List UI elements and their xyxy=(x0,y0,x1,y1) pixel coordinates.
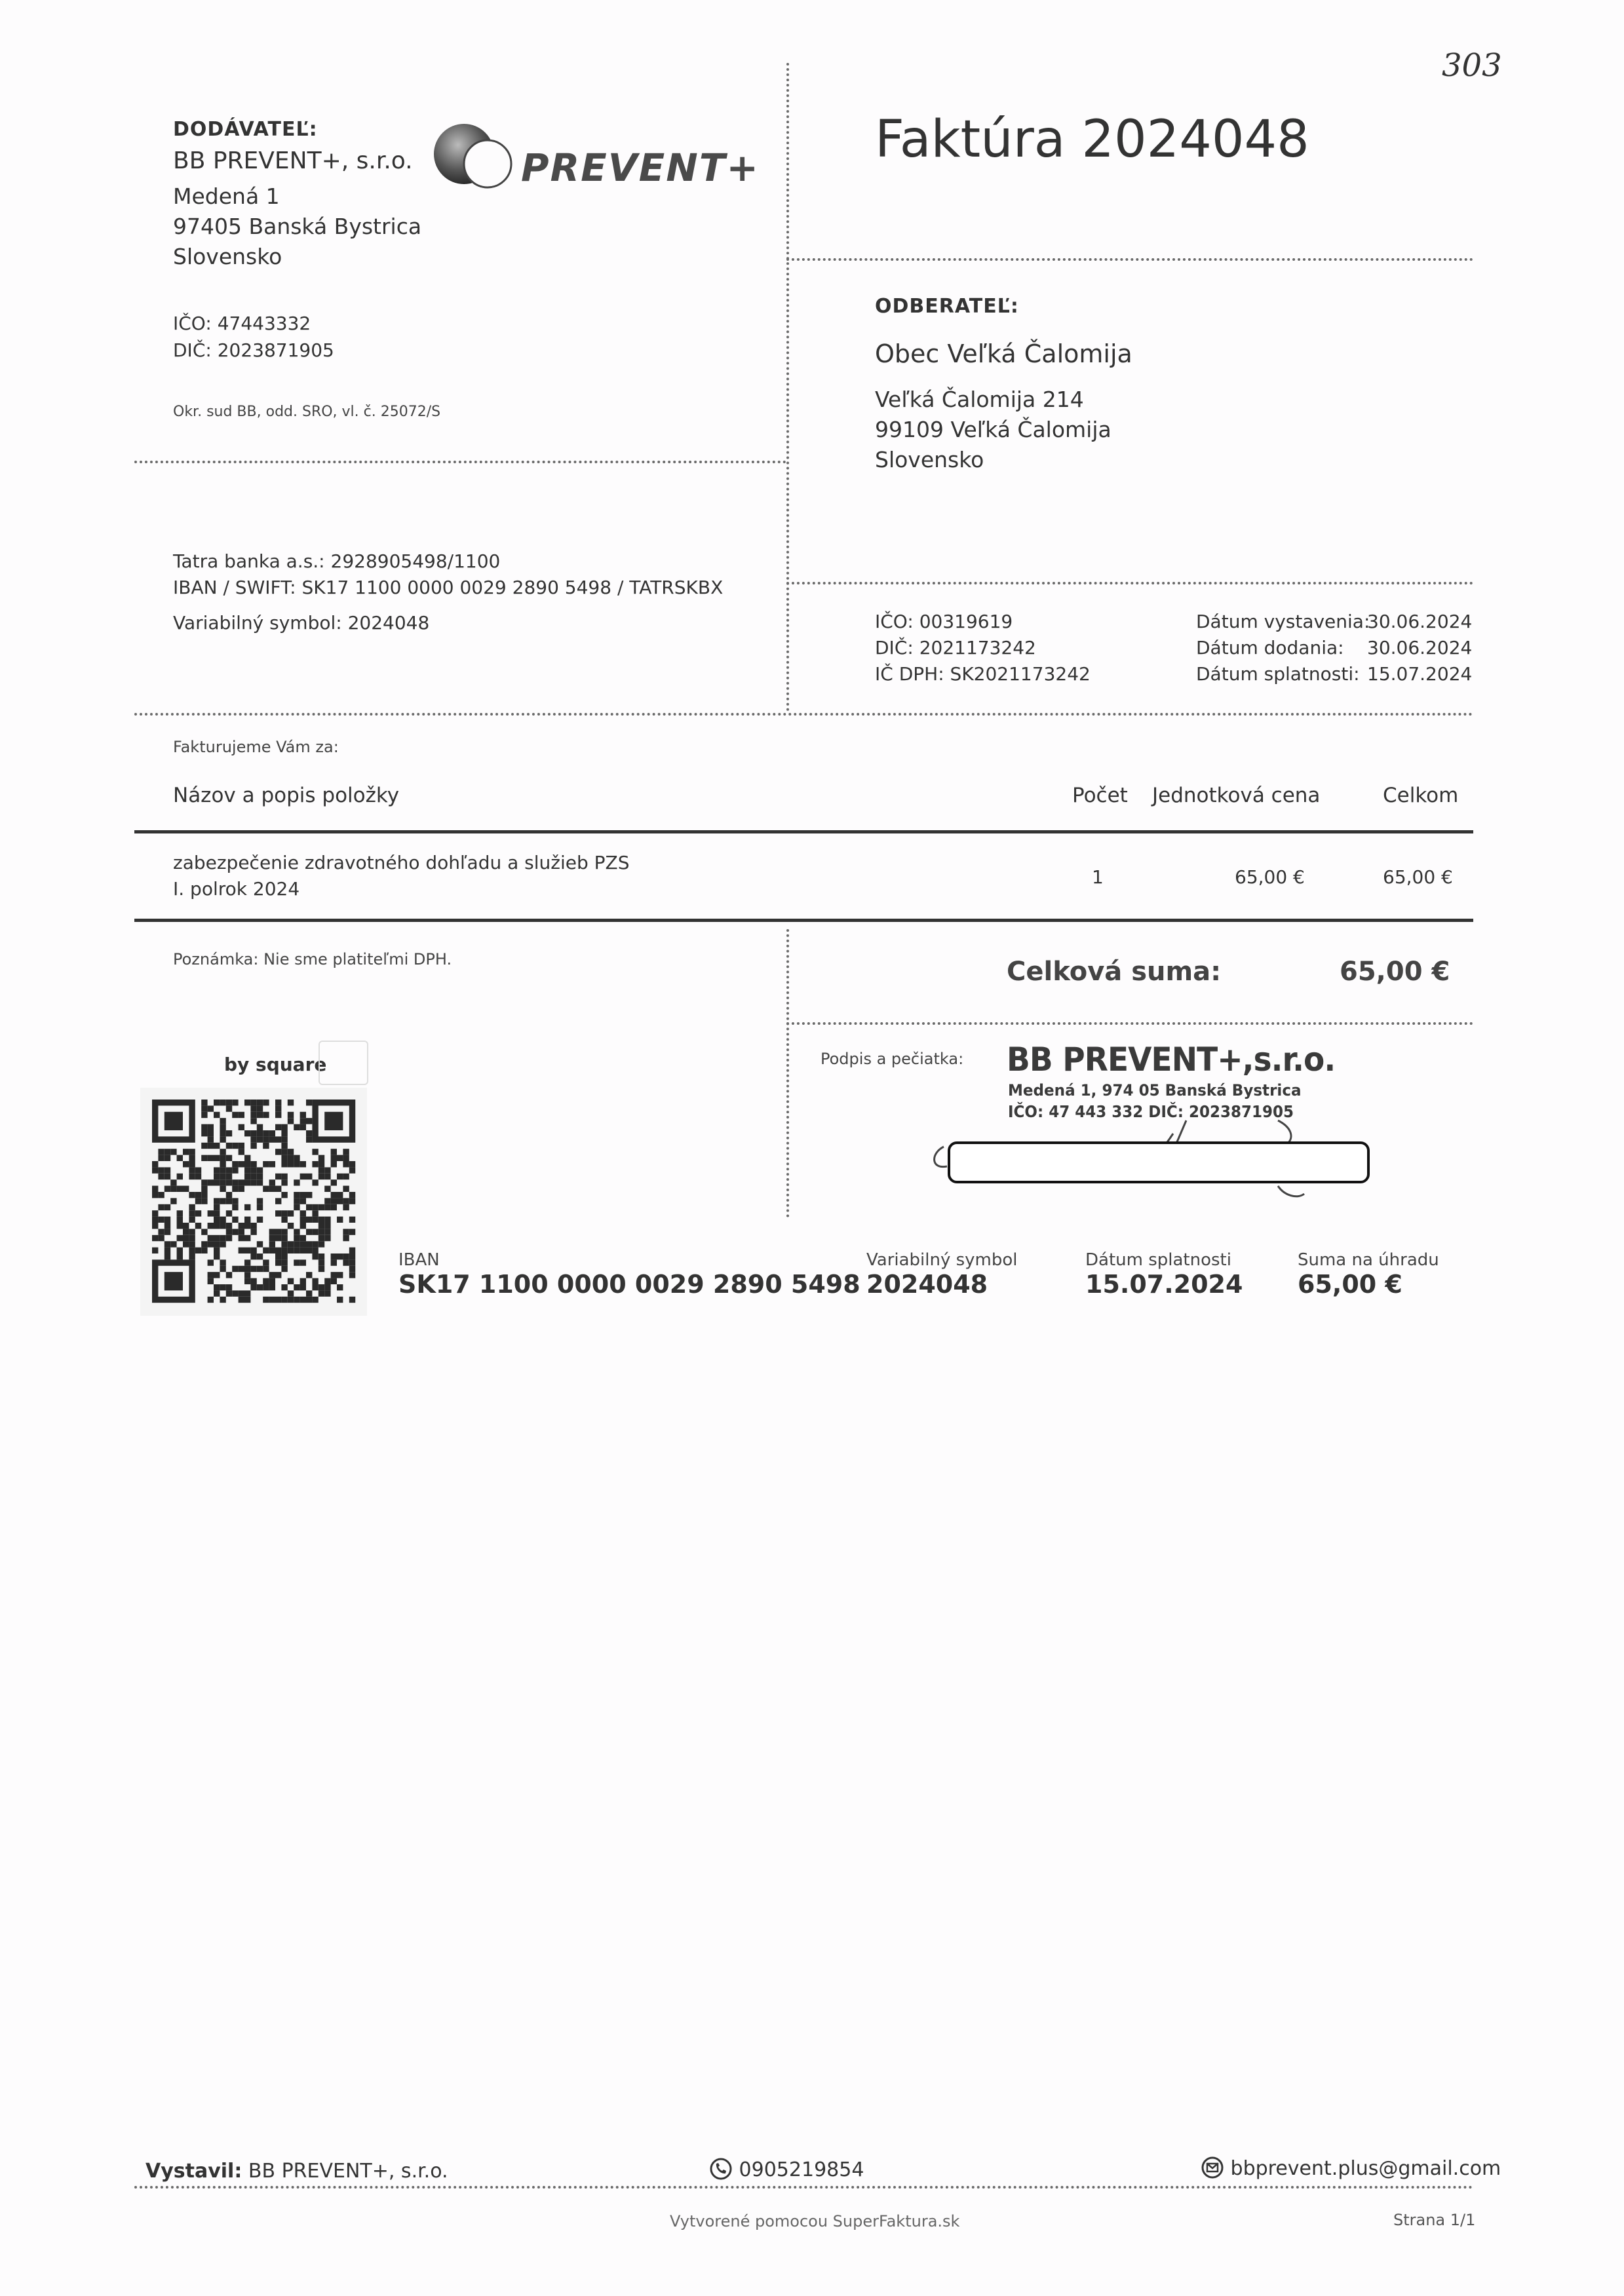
date-delivered: 30.06.2024 xyxy=(1367,637,1473,659)
total-label: Celková suma: xyxy=(1007,957,1222,987)
separator-vertical-top xyxy=(786,63,789,712)
signature-label: Podpis a pečiatka: xyxy=(821,1050,964,1068)
customer-street: Veľká Čalomija 214 xyxy=(875,387,1084,412)
separator-footer xyxy=(134,2186,1473,2189)
supplier-name: BB PREVENT+, s.r.o. xyxy=(173,147,413,174)
phone-icon xyxy=(709,2157,733,2181)
customer-country: Slovensko xyxy=(875,447,984,472)
customer-ico: IČO: 00319619 xyxy=(875,611,1013,632)
footer-issued-by-name: BB PREVENT+, s.r.o. xyxy=(248,2160,448,2183)
table-header-rule xyxy=(134,830,1473,833)
item-unit-price: 65,00 € xyxy=(1235,866,1305,888)
payment-vs: 2024048 xyxy=(866,1270,988,1299)
date-issued: 30.06.2024 xyxy=(1367,611,1473,632)
supplier-label: DODÁVATEĽ: xyxy=(173,118,318,141)
footer-created-with: Vytvorené pomocou SuperFaktura.sk xyxy=(670,2212,960,2230)
date-issued-label: Dátum vystavenia: xyxy=(1196,611,1370,632)
footer-issued-by-label: Vystavil: xyxy=(145,2160,242,2183)
column-header-qty: Počet xyxy=(1072,784,1128,807)
item-total: 65,00 € xyxy=(1383,866,1453,888)
supplier-court-registration: Okr. sud BB, odd. SRO, vl. č. 25072/S xyxy=(173,404,441,420)
note: Poznámka: Nie sme platiteľmi DPH. xyxy=(173,950,452,968)
customer-label: ODBERATEĽ: xyxy=(875,295,1019,318)
supplier-ico: IČO: 47443332 xyxy=(173,313,311,334)
logo-circles-icon xyxy=(433,118,518,197)
supplier-street: Medená 1 xyxy=(173,183,280,209)
bank-account: Tatra banka a.s.: 2928905498/1100 xyxy=(173,550,501,572)
payment-iban: SK17 1100 0000 0029 2890 5498 xyxy=(398,1270,860,1299)
separator-right-under-customer xyxy=(786,582,1473,584)
handwritten-page-number: 303 xyxy=(1442,47,1502,84)
customer-ic-dph: IČ DPH: SK2021173242 xyxy=(875,663,1091,685)
payment-iban-label: IBAN xyxy=(398,1250,440,1270)
item-description-line1: zabezpečenie zdravotného dohľadu a služieb PZS xyxy=(173,852,630,873)
redaction-box xyxy=(948,1141,1370,1183)
table-bottom-rule xyxy=(134,919,1473,922)
stamp-company-name: BB PREVENT+,s.r.o. xyxy=(1007,1041,1336,1079)
payment-vs-label: Variabilný symbol xyxy=(866,1250,1018,1270)
date-due: 15.07.2024 xyxy=(1367,663,1473,685)
column-header-unit-price: Jednotková cena xyxy=(1152,784,1321,807)
total-value: 65,00 € xyxy=(1340,957,1450,987)
date-delivered-label: Dátum dodania: xyxy=(1196,637,1344,659)
payment-amount-label: Suma na úhradu xyxy=(1298,1250,1439,1270)
separator-full-under-header xyxy=(134,713,1473,716)
payment-due: 15.07.2024 xyxy=(1085,1270,1243,1299)
customer-dic: DIČ: 2021173242 xyxy=(875,637,1036,659)
supplier-country: Slovensko xyxy=(173,244,282,269)
item-qty: 1 xyxy=(1092,866,1104,888)
separator-left-under-supplier xyxy=(134,461,786,463)
stamp-ids: IČO: 47 443 332 DIČ: 2023871905 xyxy=(1008,1102,1294,1121)
footer-phone xyxy=(709,2157,864,2181)
footer-issued-by xyxy=(145,2160,448,2183)
bank-iban-swift: IBAN / SWIFT: SK17 1100 0000 0029 2890 5498 / TATRSKBX xyxy=(173,577,724,598)
qr-caption: by square xyxy=(224,1054,327,1075)
item-description-line2: I. polrok 2024 xyxy=(173,878,300,900)
footer-page-number: Strana 1/1 xyxy=(1393,2211,1476,2229)
invoice-title: Faktúra 2024048 xyxy=(875,110,1309,169)
separator-right-under-title xyxy=(786,258,1473,261)
items-intro: Fakturujeme Vám za: xyxy=(173,738,339,756)
separator-vertical-bottom xyxy=(786,929,789,1217)
logo-text: PREVENT+ xyxy=(521,145,760,190)
footer-email-address: bbprevent.plus@gmail.com xyxy=(1230,2157,1501,2180)
payment-amount: 65,00 € xyxy=(1298,1270,1402,1299)
supplier-dic: DIČ: 2023871905 xyxy=(173,339,334,361)
company-logo xyxy=(433,118,760,203)
supplier-city: 97405 Banská Bystrica xyxy=(173,214,422,239)
customer-name: Obec Veľká Čalomija xyxy=(875,339,1132,368)
qr-by-square-badge xyxy=(319,1041,368,1085)
payment-due-label: Dátum splatnosti xyxy=(1085,1250,1231,1270)
customer-city: 99109 Veľká Čalomija xyxy=(875,417,1112,442)
date-due-label: Dátum splatnosti: xyxy=(1196,663,1360,685)
email-icon xyxy=(1201,2156,1224,2179)
stamp-address: Medená 1, 974 05 Banská Bystrica xyxy=(1008,1081,1302,1100)
payment-qr-code xyxy=(140,1088,367,1316)
column-header-name: Názov a popis položky xyxy=(173,784,400,807)
bank-variable-symbol: Variabilný symbol: 2024048 xyxy=(173,612,430,634)
separator-under-total xyxy=(786,1022,1473,1025)
footer-phone-number: 0905219854 xyxy=(739,2158,864,2181)
footer-email xyxy=(1201,2156,1501,2180)
column-header-total: Celkom xyxy=(1383,784,1459,807)
